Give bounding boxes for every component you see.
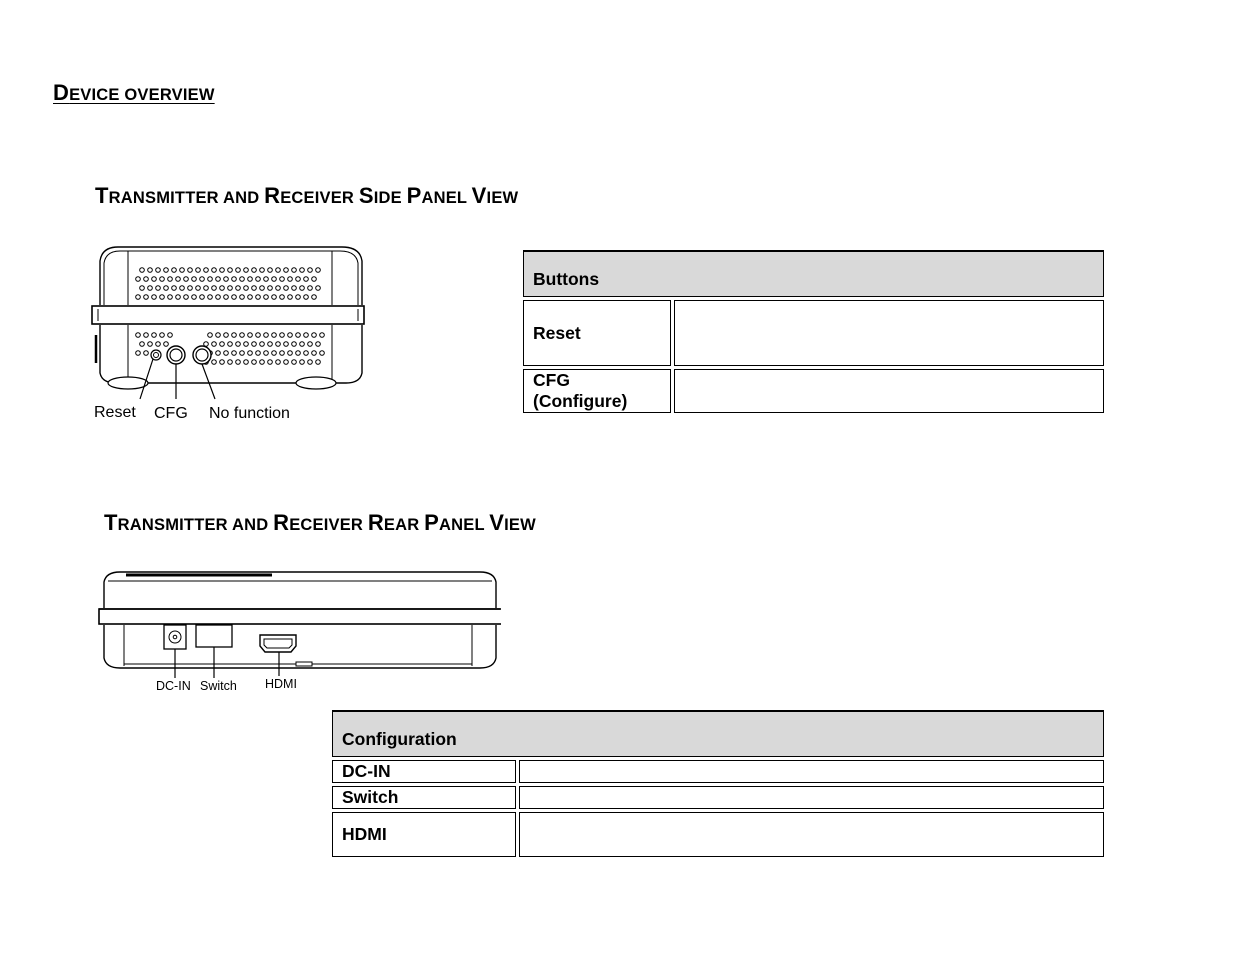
button-name-reset: Reset bbox=[523, 300, 671, 366]
label-dc-in: DC-IN bbox=[156, 679, 191, 693]
config-name-switch: Switch bbox=[332, 786, 516, 809]
side-panel-title: TRANSMITTER AND RECEIVER SIDE PANEL VIEW bbox=[95, 183, 519, 208]
label-no-function: No function bbox=[209, 405, 290, 422]
table-row bbox=[523, 369, 1104, 413]
label-switch: Switch bbox=[200, 679, 237, 693]
table-header-row bbox=[332, 710, 1104, 757]
table-header-row bbox=[523, 250, 1104, 297]
config-description-switch bbox=[519, 786, 1104, 809]
config-description-dc-in bbox=[519, 760, 1104, 783]
label-cfg: CFG bbox=[154, 405, 188, 422]
configuration-header: Configuration bbox=[332, 710, 1104, 757]
configuration-table bbox=[329, 707, 1107, 860]
label-reset: Reset bbox=[94, 404, 136, 421]
label-hdmi: HDMI bbox=[265, 677, 297, 691]
table-row bbox=[523, 300, 1104, 366]
buttons-table bbox=[520, 247, 1107, 416]
config-name-dc-in: DC-IN bbox=[332, 760, 516, 783]
buttons-header: Buttons bbox=[523, 250, 1104, 297]
button-description-cfg bbox=[674, 369, 1104, 413]
rear-panel-title: TRANSMITTER AND RECEIVER REAR PANEL VIEW bbox=[104, 510, 536, 535]
config-name-hdmi: HDMI bbox=[332, 812, 516, 857]
page-title: DEVICE OVERVIEW bbox=[53, 80, 215, 105]
button-description-reset bbox=[674, 300, 1104, 366]
rear-panel-illustration bbox=[96, 568, 501, 696]
table-row bbox=[332, 812, 1104, 857]
table-row bbox=[332, 760, 1104, 783]
config-description-hdmi bbox=[519, 812, 1104, 857]
table-row bbox=[332, 786, 1104, 809]
button-name-cfg: CFG (Configure) bbox=[523, 369, 671, 413]
side-panel-illustration bbox=[90, 243, 370, 423]
